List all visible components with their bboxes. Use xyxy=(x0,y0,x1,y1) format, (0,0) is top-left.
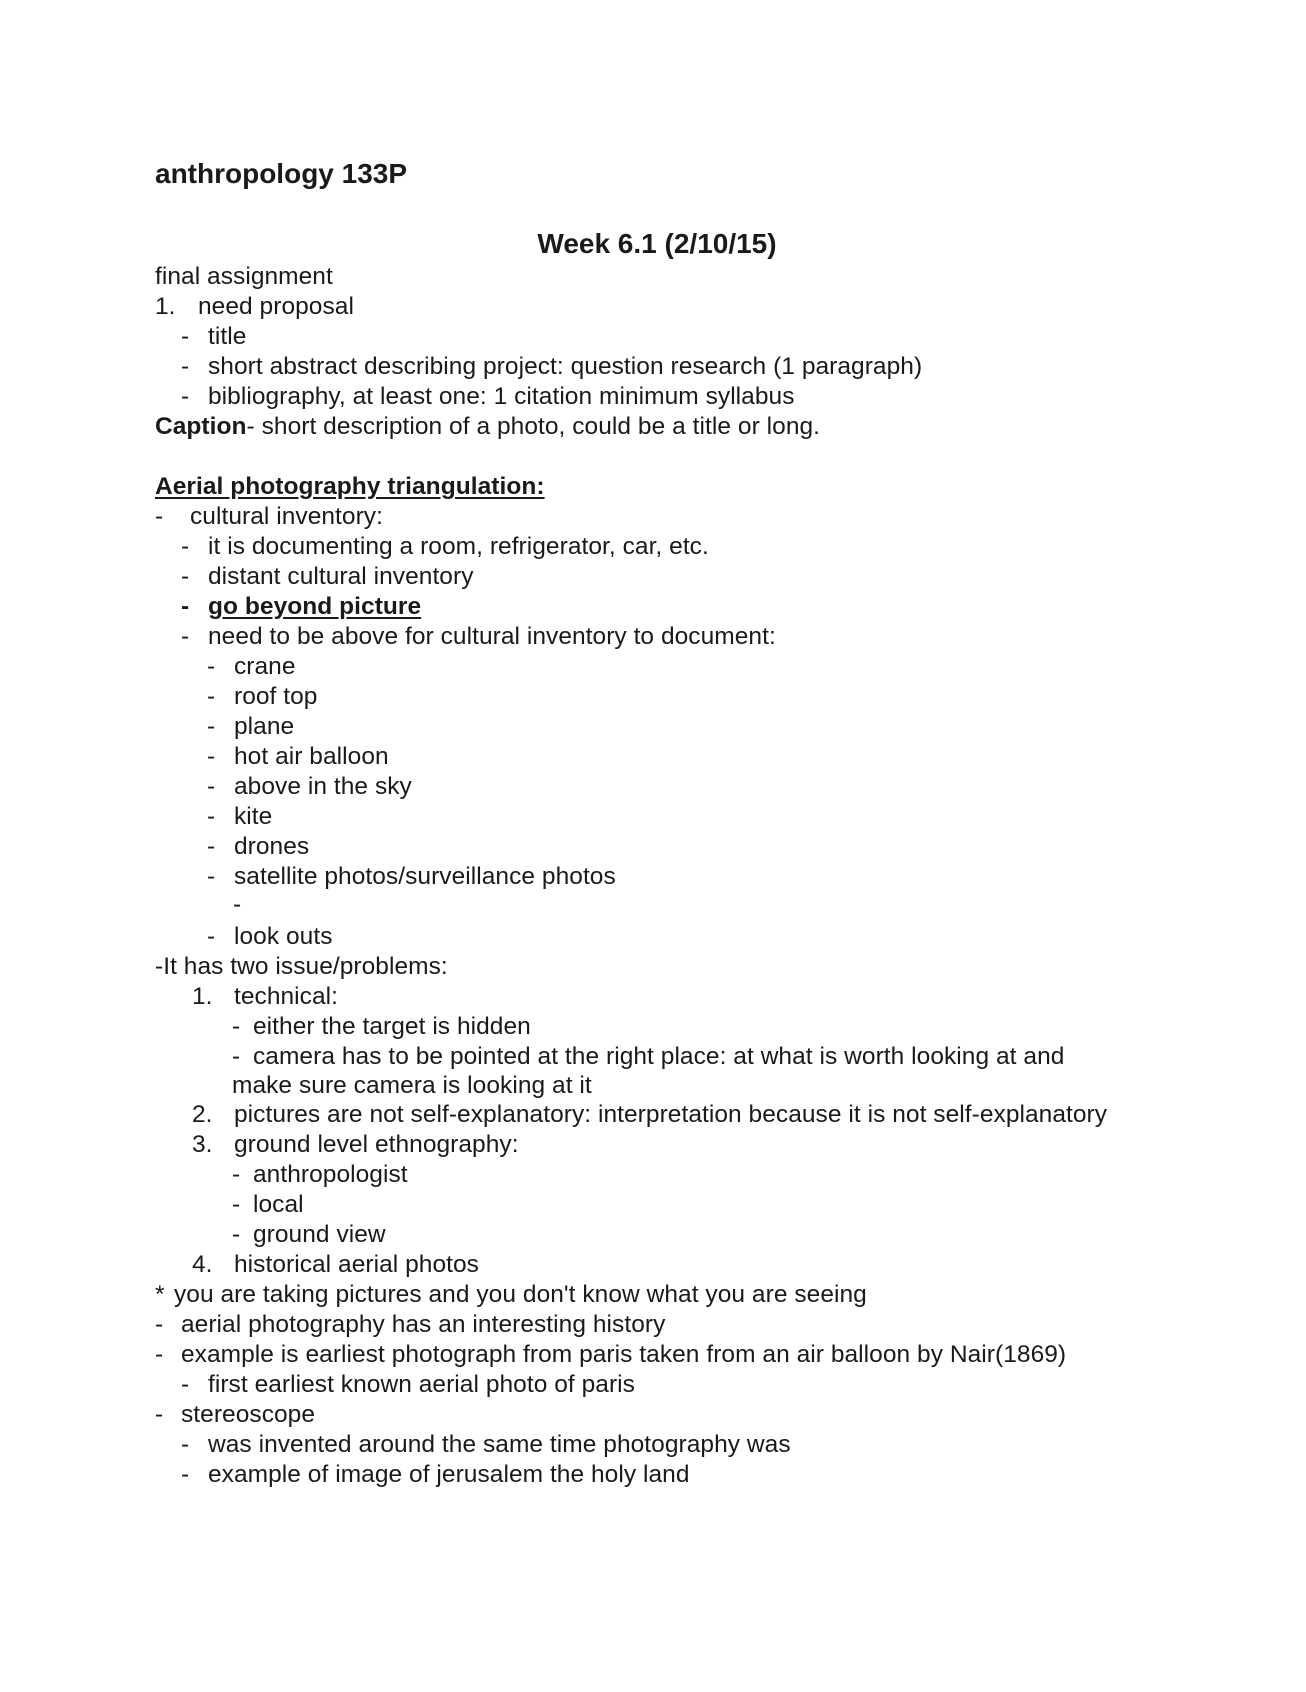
note-item: stereoscope xyxy=(181,1401,316,1428)
bullet-dash: - xyxy=(207,683,216,710)
note-item: was invented around the same time photography was xyxy=(208,1431,791,1458)
bullet-dash: - xyxy=(181,323,190,350)
technical-sub-continued: make sure camera is looking at it xyxy=(232,1072,592,1099)
proposal-item: bibliography, at least one: 1 citation minimum syllabus xyxy=(208,383,795,410)
inventory-item: need to be above for cultural inventory to document: xyxy=(208,623,776,650)
bullet-dash: - xyxy=(181,1371,190,1398)
caption-term: Caption xyxy=(155,413,247,440)
bullet-dash: - xyxy=(207,653,216,680)
bullet-dash: - xyxy=(181,623,190,650)
bullet-dash: - xyxy=(181,593,190,620)
aerial-heading: Aerial photography triangulation: xyxy=(155,473,545,500)
bullet-dash: - xyxy=(181,1461,190,1488)
bullet-dash: - xyxy=(155,1311,164,1338)
proposal-item: short abstract describing project: question research (1 paragraph) xyxy=(208,353,923,380)
bullet-dash: - xyxy=(233,891,242,918)
bullet-dash: - xyxy=(155,1401,164,1428)
proposal-marker: 1. xyxy=(155,293,176,320)
ground-sub: anthropologist xyxy=(253,1161,408,1188)
bullet-dash: - xyxy=(207,833,216,860)
bullet-dash: - xyxy=(181,383,190,410)
star-note: you are taking pictures and you don't know what you are seeing xyxy=(174,1281,867,1308)
caption-definition: - short description of a photo, could be a title or long. xyxy=(246,413,821,440)
issue-number: 4. xyxy=(192,1251,213,1278)
caption-line xyxy=(155,412,820,442)
bullet-dash: - xyxy=(207,923,216,950)
technical-sub: either the target is hidden xyxy=(253,1013,531,1040)
ground-sub: ground view xyxy=(253,1221,386,1248)
bullet-dash: - xyxy=(181,353,190,380)
technical-sub: camera has to be pointed at the right place: at what is worth looking at and xyxy=(253,1043,1065,1070)
issue-label: technical: xyxy=(234,983,339,1010)
bullet-dash: - xyxy=(155,503,164,530)
vantage-point: crane xyxy=(234,653,296,680)
inventory-item-emphasis: go beyond picture xyxy=(208,593,422,620)
bullet-dash: - xyxy=(232,1191,241,1218)
proposal-label: need proposal xyxy=(198,293,354,320)
vantage-point: kite xyxy=(234,803,273,830)
vantage-point: plane xyxy=(234,713,295,740)
inventory-label: cultural inventory: xyxy=(190,503,383,530)
bullet-dash: - xyxy=(155,1341,164,1368)
bullet-dash: - xyxy=(207,743,216,770)
inventory-item: distant cultural inventory xyxy=(208,563,474,590)
bullet-dash: - xyxy=(181,533,190,560)
course-title: anthropology 133P xyxy=(155,158,408,189)
bullet-dash: - xyxy=(232,1043,241,1070)
bullet-dash: - xyxy=(232,1221,241,1248)
ground-sub: local xyxy=(253,1191,304,1218)
note-item: aerial photography has an interesting history xyxy=(181,1311,666,1338)
note-item: example of image of jerusalem the holy land xyxy=(208,1461,690,1488)
issue-label: pictures are not self-explanatory: interpretation because it is not self-explanatory xyxy=(234,1101,1108,1128)
final-assignment-line: final assignment xyxy=(155,263,333,290)
note-item: first earliest known aerial photo of paris xyxy=(208,1371,635,1398)
vantage-point: roof top xyxy=(234,683,318,710)
bullet-dash: - xyxy=(207,773,216,800)
bullet-dash: - xyxy=(181,563,190,590)
vantage-point: satellite photos/surveillance photos xyxy=(234,863,616,890)
inventory-item: it is documenting a room, refrigerator, car, etc. xyxy=(208,533,709,560)
vantage-point: hot air balloon xyxy=(234,743,389,770)
bullet-dash: - xyxy=(207,713,216,740)
bullet-dash: - xyxy=(232,1013,241,1040)
issues-intro: -It has two issue/problems: xyxy=(155,953,448,980)
bullet-dash: - xyxy=(207,803,216,830)
issue-number: 1. xyxy=(192,983,213,1010)
bullet-dash: - xyxy=(207,863,216,890)
star-marker: * xyxy=(155,1281,165,1308)
week-title-text: Week 6.1 (2/10/15) xyxy=(537,228,777,259)
note-item: example is earliest photograph from paris taken from an air balloon by Nair(1869) xyxy=(181,1341,1067,1368)
issue-label: ground level ethnography: xyxy=(234,1131,519,1158)
vantage-point: look outs xyxy=(234,923,333,950)
vantage-point: above in the sky xyxy=(234,773,412,800)
issue-label: historical aerial photos xyxy=(234,1251,479,1278)
issue-number: 3. xyxy=(192,1131,213,1158)
proposal-item: title xyxy=(208,323,247,350)
week-title xyxy=(0,227,1306,261)
vantage-point: drones xyxy=(234,833,310,860)
issue-number: 2. xyxy=(192,1101,213,1128)
bullet-dash: - xyxy=(232,1161,241,1188)
bullet-dash: - xyxy=(181,1431,190,1458)
